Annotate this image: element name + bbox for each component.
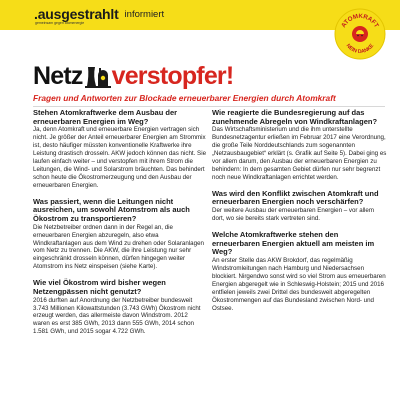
answer-4: Das Wirtschaftsministerium und die ihm unterstellte Bundesnetzagentur erließen im Februar 2017 eine Verordnung, die große Teile Norddeutschlands zum sogenannten „Netzausbaugebiet“ erklärt (s. Grafik auf Seite 5). Dabei ging es vor allem darum, den Ausbau der erneuerbaren Energien zu behindern: In dem gesamten Gebiet dürfen nur sehr begrenzt noch neue Windkraftanlagen errichtet werden. xyxy=(212,126,387,181)
badge-top-text: ATOMKRAFT xyxy=(340,12,380,29)
badge-bottom-text: NEIN DANKE xyxy=(344,42,376,56)
question-4: Wie reagierte die Bundesregierung auf das zunehmende Abregeln von Windkraftanlagen? xyxy=(212,108,378,126)
atomkraft-nein-danke-badge-icon xyxy=(334,8,386,60)
left-column xyxy=(33,109,206,344)
answer-6: An erster Stelle das AKW Brokdorf, das regelmäßig Windstromleitungen nach Hamburg und Niedersachsen blockiert. Nirgendwo sonst wird so viel Strom aus erneuerbaren Energien abgeregelt wie in Schleswig-Holstein; 2015 und 2016 entfielen jeweils zwei Drittel des bundesweit abgeregelten Ökostrommengen auf das Bundesland zwischen Nord- und Ostsee. xyxy=(212,257,386,312)
headline-part-1: Netz xyxy=(33,62,83,90)
headline-part-2: verstopfer! xyxy=(111,62,234,90)
headline xyxy=(33,62,233,90)
question-2: Was passiert, wenn die Leitungen nicht ausreichen, um sowohl Atomstrom als auch Ökostrom zu transportieren? xyxy=(33,196,190,224)
answer-3: 2016 durften auf Anordnung der Netzbetreiber bundesweit 3.743 Millionen Kilowattstunden (3.743 GWh) Ökostrom nicht erzeugt werden, das allermeiste davon Windstrom. 2012 waren es erst 385 GWh, 2013 dann 555 GWh, 2014 schon 1.581 GWh, und 2015 sogar 4.722 GWh. xyxy=(33,296,201,336)
answer-2: Die Netzbetreiber ordnen dann in der Regel an, die erneuerbaren Energien abzuregeln, also etwa Windkraftanlagen aus dem Wind zu drehen oder Solaranlagen vom Netz zu trennen. Die AKW, die ihre Leistung nur sehr eingeschränkt drosseln können, dürfen hingegen weiter Atomstrom ins Netz einspeisen (siehe Karte). xyxy=(33,223,204,271)
divider xyxy=(33,106,385,107)
question-3: Wie viel Ökostrom wird bisher wegen Netzengpässen nicht genutzt? xyxy=(33,278,166,296)
brand-logo: .ausgestrahlt xyxy=(34,6,119,22)
question-5: Was wird den Konflikt zwischen Atomkraft und erneuerbaren Energien noch verschärfen? xyxy=(212,188,379,207)
subtitle: Fragen und Antworten zur Blockade erneuerbarer Energien durch Atomkraft xyxy=(33,93,336,103)
right-column xyxy=(212,109,388,320)
brand xyxy=(34,7,164,23)
question-1: Stehen Atomkraftwerke dem Ausbau der erneuerbaren Energien im Weg? xyxy=(33,108,178,126)
answer-1: Ja, denn Atomkraft und erneuerbare Energien vertragen sich nicht. Je größer der Anteil erneuerbarer Energien am Strommix ist, desto häufiger müssten konventionelle Kraftwerke ihre Leistung drastisch drosseln. AKW jedoch können das nicht. Sie laufen einfach weiter – und verstopfen mit ihrem Strom die Leitungen, die Wind- und Solarstrom bräuchten. Das behindert schon heute die Ökostromerzeugung und den Ausbau der erneuerbaren Energien. xyxy=(33,126,207,189)
brand-tagline: gemeinsam gegen atomenergie xyxy=(35,21,85,25)
question-6: Welche Atomkraftwerke stehen den erneuerbaren Energien aktuell am meisten im Weg? xyxy=(212,229,375,257)
power-plant-icon xyxy=(85,64,111,88)
answer-5: Der weitere Ausbau der erneuerbaren Energien – vor allem dort, wo sie bereits stark vertreten sind. xyxy=(212,207,374,223)
brand-subtitle: informiert xyxy=(124,9,165,20)
